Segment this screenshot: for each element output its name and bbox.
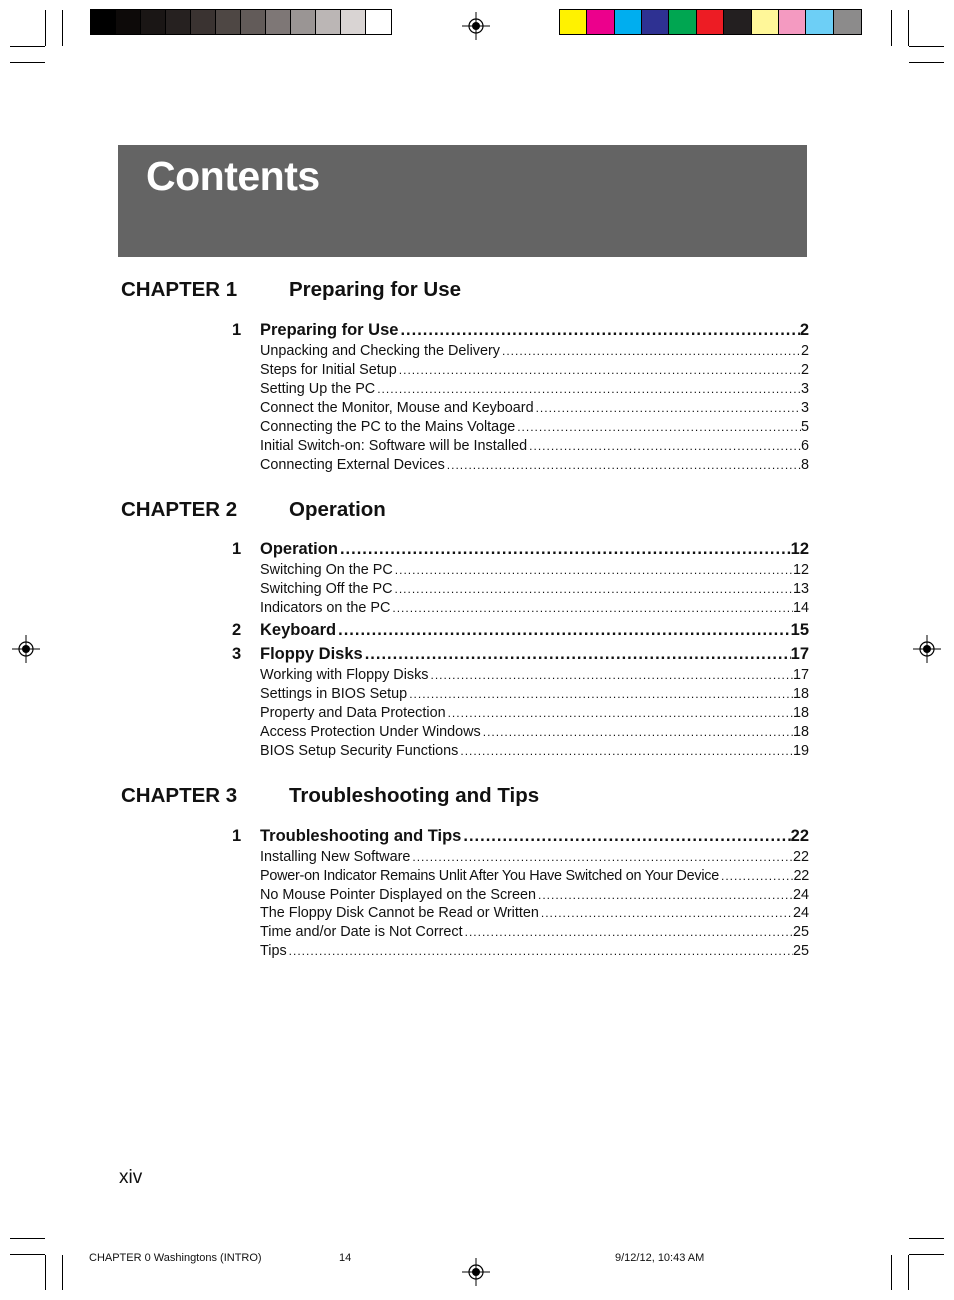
toc-entry[interactable] (260, 362, 809, 381)
toc-entry[interactable] (260, 905, 809, 924)
dot-leader (500, 344, 801, 358)
footer-filename: CHAPTER 0 Washingtons (INTRO) (89, 1252, 262, 1264)
color-swatch (91, 10, 116, 34)
color-swatch (560, 10, 587, 34)
toc-entry-page: 18 (792, 686, 809, 702)
toc-entry-page: 3 (800, 400, 809, 416)
dot-leader (397, 363, 801, 377)
toc-entry[interactable] (260, 457, 809, 476)
color-swatch (806, 10, 833, 34)
dot-leader (445, 458, 801, 472)
color-swatch (642, 10, 669, 34)
toc-entry-title: Indicators on the PC (260, 600, 391, 616)
toc-entry-page: 22 (792, 849, 809, 865)
toc-entry-page: 25 (792, 943, 809, 959)
footer-timestamp: 9/12/12, 10:43 AM (615, 1252, 705, 1264)
toc-entry-title: Installing New Software (260, 849, 411, 865)
toc-entry-page: 22 (790, 827, 809, 845)
toc-entry-page: 18 (792, 705, 809, 721)
registration-mark-icon (913, 635, 941, 663)
dot-leader (461, 827, 790, 846)
toc-entry-page: 24 (792, 905, 809, 921)
toc-entry-title: Floppy Disks (260, 645, 363, 663)
toc-entry[interactable] (260, 705, 809, 724)
toc-entry-page: 8 (800, 457, 809, 473)
toc-entry[interactable] (260, 438, 809, 457)
dot-leader (393, 563, 793, 577)
toc-entry-page: 2 (799, 321, 809, 339)
dot-leader (407, 687, 793, 701)
color-swatch (166, 10, 191, 34)
toc-entry-title: Connect the Monitor, Mouse and Keyboard (260, 400, 534, 416)
toc-entry-title: Keyboard (260, 621, 337, 639)
section-number: 1 (232, 321, 242, 339)
toc-entry-page: 19 (792, 743, 809, 759)
color-swatch (669, 10, 696, 34)
toc-entry-title: Settings in BIOS Setup (260, 686, 408, 702)
toc-section-entry[interactable] (260, 321, 809, 343)
toc-entry-page: 14 (792, 600, 809, 616)
dot-leader (481, 725, 793, 739)
title-banner (118, 145, 807, 257)
dot-leader (336, 621, 791, 640)
dot-leader (390, 601, 793, 615)
toc-entry[interactable] (260, 943, 809, 962)
toc-entry-page: 12 (790, 540, 809, 558)
footer-page: 14 (339, 1252, 352, 1264)
chapter-label: CHAPTER 2 (121, 498, 238, 521)
toc-entry[interactable] (260, 343, 809, 362)
color-swatch (587, 10, 614, 34)
dot-leader (398, 321, 799, 340)
toc-entry[interactable] (260, 868, 809, 887)
dot-leader (393, 582, 793, 596)
gray-scale-bar (90, 9, 392, 35)
color-swatch (724, 10, 751, 34)
color-swatch (141, 10, 166, 34)
toc-entry-page: 6 (800, 438, 809, 454)
color-swatch (341, 10, 366, 34)
toc-entry[interactable] (260, 667, 809, 686)
page-number: xiv (119, 1167, 143, 1188)
toc-entry-title: Preparing for Use (260, 321, 399, 339)
color-swatch (316, 10, 341, 34)
color-swatch (266, 10, 291, 34)
registration-mark-icon (462, 12, 490, 40)
section-number: 2 (232, 621, 242, 639)
chapter-title: Troubleshooting and Tips (289, 784, 540, 807)
toc-entry-title: Connecting the PC to the Mains Voltage (260, 419, 516, 435)
toc-section-entry[interactable] (260, 621, 809, 643)
dot-leader (458, 744, 793, 758)
toc-section-entry[interactable] (260, 645, 809, 667)
section-number: 1 (232, 540, 242, 558)
toc-entry-title: Property and Data Protection (260, 705, 446, 721)
toc-entry-title: BIOS Setup Security Functions (260, 743, 459, 759)
toc-entry[interactable] (260, 581, 809, 600)
section-number: 1 (232, 827, 242, 845)
toc-section-entry[interactable] (260, 540, 809, 562)
toc-entry-title: Tips (260, 943, 287, 959)
toc-entry-title: Power-on Indicator Remains Unlit After You Have Switched on Your Device (260, 868, 720, 884)
dot-leader (539, 906, 793, 920)
toc-entry[interactable] (260, 887, 809, 906)
toc-entry-page: 22 (793, 868, 809, 884)
toc-entry-title: Troubleshooting and Tips (260, 827, 462, 845)
toc-entry-title: Switching Off the PC (260, 581, 393, 597)
dot-leader (534, 401, 801, 415)
toc-entry-page: 5 (800, 419, 809, 435)
toc-entry-page: 17 (792, 667, 809, 683)
dot-leader (375, 382, 801, 396)
toc-entry-page: 13 (792, 581, 809, 597)
chapter-label: CHAPTER 1 (121, 278, 238, 301)
dot-leader (363, 645, 791, 664)
toc-entry-page: 12 (792, 562, 809, 578)
toc-entry[interactable] (260, 419, 809, 438)
chapter-label: CHAPTER 3 (121, 784, 238, 807)
dot-leader (428, 668, 793, 682)
toc-entry[interactable] (260, 400, 809, 419)
toc-entry-page: 18 (792, 724, 809, 740)
chapter-title: Preparing for Use (289, 278, 462, 301)
toc-entry-title: Steps for Initial Setup (260, 362, 397, 378)
color-swatch (291, 10, 316, 34)
chapter-heading (121, 498, 821, 526)
toc-entry-page: 2 (800, 362, 809, 378)
dot-leader (536, 888, 793, 902)
toc-entry[interactable] (260, 743, 809, 762)
color-bar (559, 9, 862, 35)
toc-entry[interactable] (260, 924, 809, 943)
registration-mark-icon (12, 635, 40, 663)
toc-entry-title: Initial Switch-on: Software will be Installed (260, 438, 528, 454)
dot-leader (463, 925, 793, 939)
section-number: 3 (232, 645, 242, 663)
color-swatch (752, 10, 779, 34)
toc-entry-page: 25 (792, 924, 809, 940)
dot-leader (338, 540, 791, 559)
toc-section-entry[interactable] (260, 827, 809, 849)
registration-mark-icon (462, 1258, 490, 1286)
color-swatch (216, 10, 241, 34)
toc-entry-page: 17 (790, 645, 809, 663)
toc-entry[interactable] (260, 562, 809, 581)
chapter-heading (121, 278, 821, 306)
color-swatch (615, 10, 642, 34)
toc-entry-title: Access Protection Under Windows (260, 724, 481, 740)
dot-leader (446, 706, 793, 720)
color-swatch (191, 10, 216, 34)
toc-entry[interactable] (260, 381, 809, 400)
chapter-title: Operation (289, 498, 386, 521)
dot-leader (515, 420, 801, 434)
color-swatch (697, 10, 724, 34)
dot-leader (527, 439, 801, 453)
toc-entry[interactable] (260, 600, 809, 619)
chapter-heading (121, 784, 821, 812)
toc-entry[interactable] (260, 849, 809, 868)
page-title: Contents (146, 153, 320, 199)
toc-entry-title: No Mouse Pointer Displayed on the Screen (260, 887, 536, 903)
toc-entry[interactable] (260, 686, 809, 705)
toc-entry-page: 24 (792, 887, 809, 903)
toc-entry-title: Unpacking and Checking the Delivery (260, 343, 500, 359)
color-swatch (116, 10, 141, 34)
toc-entry-page: 2 (800, 343, 809, 359)
toc-entry-title: Operation (260, 540, 338, 558)
toc-entry-title: Time and/or Date is Not Correct (260, 924, 463, 940)
color-swatch (366, 10, 391, 34)
toc-entry-title: Working with Floppy Disks (260, 667, 429, 683)
dot-leader (410, 850, 793, 864)
dot-leader (287, 944, 793, 958)
toc-entry-page: 3 (800, 381, 809, 397)
toc-entry[interactable] (260, 724, 809, 743)
toc-entry-title: Switching On the PC (260, 562, 393, 578)
toc-entry-title: Setting Up the PC (260, 381, 376, 397)
dot-leader (719, 869, 793, 883)
color-swatch (834, 10, 861, 34)
color-swatch (241, 10, 266, 34)
toc-entry-title: The Floppy Disk Cannot be Read or Written (260, 905, 539, 921)
color-swatch (779, 10, 806, 34)
toc-entry-title: Connecting External Devices (260, 457, 445, 473)
toc-entry-page: 15 (790, 621, 809, 639)
